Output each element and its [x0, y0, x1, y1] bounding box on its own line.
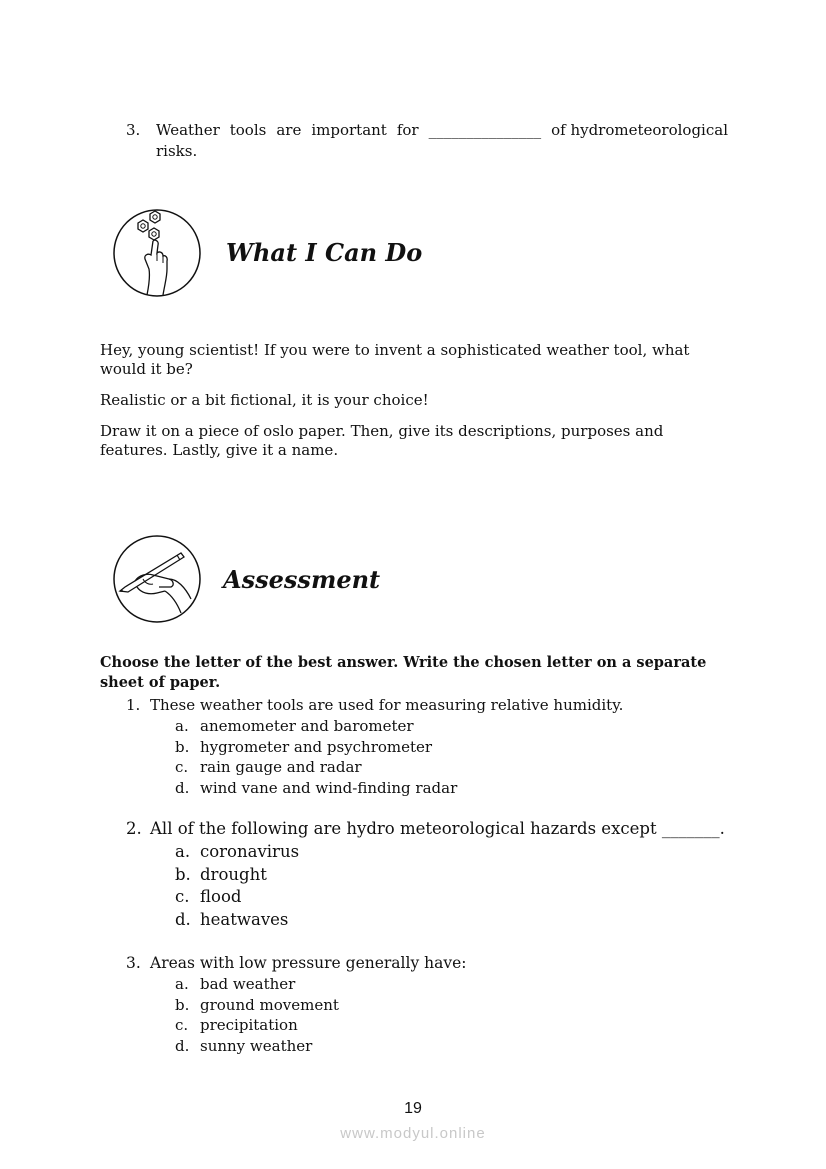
- choice-letter: a.: [175, 717, 189, 735]
- what-i-can-do-icon: [113, 209, 201, 301]
- watermark: www.modyul.online: [340, 1125, 486, 1142]
- question-number: 3.: [126, 121, 141, 139]
- question-number: 3.: [126, 954, 141, 972]
- choice-text: wind vane and wind-finding radar: [200, 778, 458, 797]
- choice-text: drought: [200, 864, 267, 884]
- choice-text: precipitation: [200, 1016, 298, 1034]
- choice-text: anemometer and barometer: [200, 717, 414, 735]
- choice-letter: b.: [175, 995, 190, 1014]
- choice-text: coronavirus: [200, 842, 300, 861]
- choice-letter: c.: [175, 758, 189, 776]
- choice-letter: d.: [175, 909, 191, 929]
- choice-letter: c.: [175, 1016, 189, 1034]
- choice-letter: b.: [175, 864, 191, 884]
- what-i-can-do-heading: What I Can Do: [226, 238, 423, 267]
- question-line-1: [156, 120, 728, 141]
- choice-letter: c.: [175, 887, 190, 906]
- word: tools: [229, 121, 267, 139]
- question-text: All of the following are hydro meteorological hazards except _______.: [150, 819, 725, 838]
- choice-letter: a.: [175, 842, 191, 861]
- gears-hand-icon: [113, 209, 201, 297]
- pencil-hand-icon: [113, 535, 201, 623]
- word: for: [396, 121, 419, 139]
- choice-letter: b.: [175, 737, 190, 756]
- choice-text: rain gauge and radar: [200, 758, 362, 776]
- assessment-icon: [113, 535, 201, 627]
- question-text: Areas with low pressure generally have:: [150, 954, 467, 972]
- what-i-can-do-paragraph-2: Realistic or a bit fictional, it is your choice!: [100, 391, 429, 409]
- assessment-instructions: Choose the letter of the best answer. Write the chosen letter on a separate sheet of paper.: [100, 654, 707, 691]
- question-number: 1.: [126, 696, 141, 714]
- choice-text: ground movement: [200, 995, 339, 1014]
- question-line-2: risks.: [156, 142, 198, 160]
- choice-letter: d.: [175, 778, 190, 797]
- word: Weather: [156, 121, 220, 139]
- what-i-can-do-paragraph-1: Hey, young scientist! If you were to invent a sophisticated weather tool, what would it be?: [100, 341, 690, 378]
- word: important: [311, 121, 387, 139]
- choice-letter: a.: [175, 975, 189, 993]
- question-number: 2.: [126, 819, 142, 838]
- assessment-heading: Assessment: [223, 565, 381, 594]
- choice-text: bad weather: [200, 975, 296, 993]
- choice-text: hygrometer and psychrometer: [200, 737, 433, 756]
- choice-text: flood: [200, 887, 242, 906]
- word: of hydrometeorological: [551, 121, 728, 139]
- what-i-can-do-paragraph-3: Draw it on a piece of oslo paper. Then, give its descriptions, purposes and features. Lastly, give it a name.: [100, 422, 664, 459]
- page-number: 19: [404, 1100, 422, 1117]
- answer-blank: _______________: [428, 121, 542, 139]
- choice-text: sunny weather: [200, 1036, 313, 1055]
- question-text: These weather tools are used for measuring relative humidity.: [150, 696, 624, 714]
- word: are: [276, 121, 302, 139]
- choice-text: heatwaves: [200, 909, 289, 929]
- choice-letter: d.: [175, 1036, 190, 1055]
